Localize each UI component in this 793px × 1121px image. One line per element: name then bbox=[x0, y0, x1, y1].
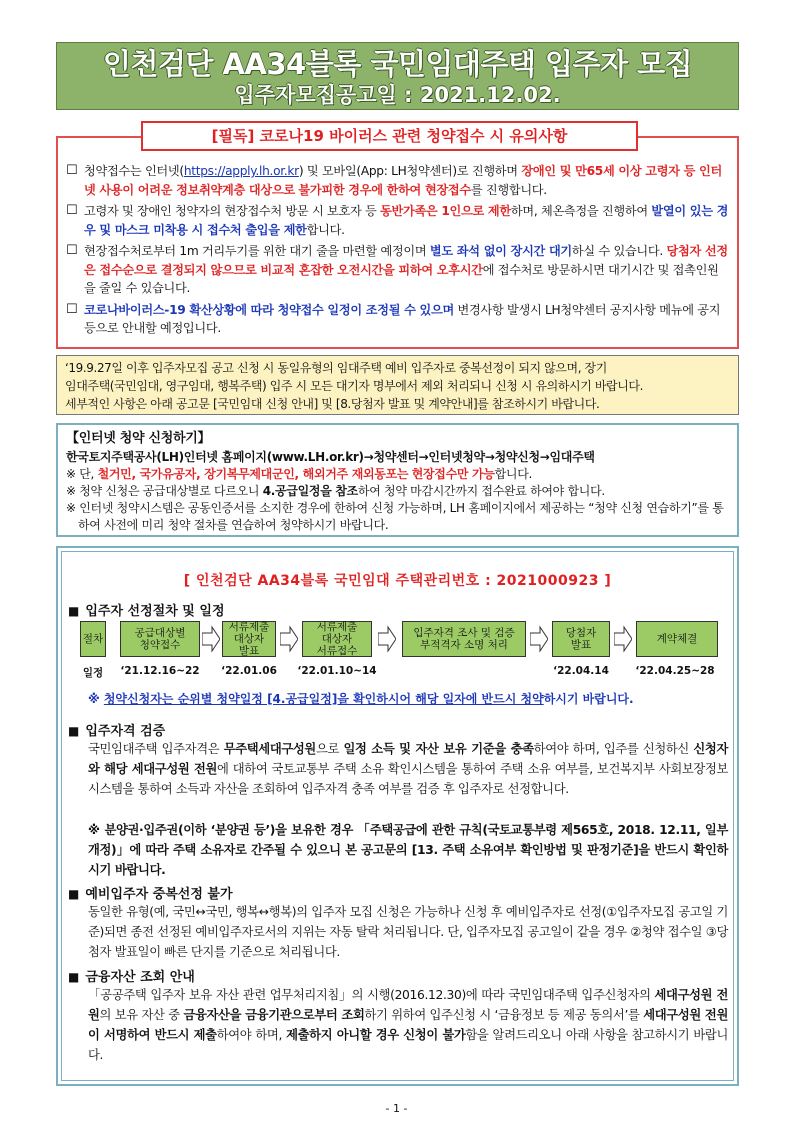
highlight-text: 장애인 및 만65세 이상 고령자 등 인터넷 사용이 어려운 정보취약계층 대상으로 bbox=[84, 164, 722, 197]
highlight-text: 불가피한 경우에 한하여 현장접수 bbox=[298, 182, 471, 197]
notice-line-2: 임대주택(국민임대, 영구임대, 행복주택) 입주 시 모든 대기자 명부에서 제외 처리되니 신청 시 유의하시기 바랍니다. bbox=[65, 379, 644, 393]
highlight-text: 철거민, 국가유공자, 장기복무제대군인, 해외거주 재외동포는 bbox=[97, 467, 409, 481]
flow-step-label bbox=[80, 621, 106, 657]
text: ) 및 모바일(App: LH청약센터)로 진행하며 bbox=[298, 164, 522, 178]
highlight-text: 동반가족은 1인으로 제한 bbox=[380, 204, 511, 218]
text: 「공공주택 입주자 보유 자산 관련 업무처리지침」의 시행(2016.12.30)에 따라 국민임대주택 입주신청자의 bbox=[88, 988, 655, 1002]
text: 함을 알려드리오니 아래 사항을 참고하시기 바랍니다. bbox=[88, 1028, 728, 1062]
bold-text: 세대구성원 전원 bbox=[88, 988, 728, 1022]
covid-notice-title: [필독] 코로나19 바이러스 관련 청약접수 시 유의사항 bbox=[141, 121, 638, 151]
bold-text: 금융자산을 금융기관으로부터 조회 bbox=[183, 1008, 365, 1022]
flow-step-2 bbox=[222, 621, 276, 657]
text: 를 진행합니다. bbox=[470, 182, 547, 197]
text: 의 보유 자산 중 bbox=[99, 1008, 184, 1022]
notice-line-1: ‘19.9.27일 이후 입주자모집 공고 신청 시 동일유형의 임대주택 예비 입주자로 중복선정이 되지 않으며, 장기 bbox=[65, 361, 607, 375]
text: 합니다. bbox=[306, 222, 345, 237]
flow-step-5 bbox=[552, 621, 610, 657]
text: 부적격자 소명 처리 bbox=[420, 639, 508, 651]
text: 하기 위하여 입주신청 시 ‘금융정보 등 제공 동의서’를 bbox=[364, 1008, 644, 1022]
highlight-text: 당첨자 선정은 접수순으로 결정되지 않으므로 비교적 혼잡한 오전시간을 피하여 오후시간 bbox=[84, 244, 728, 277]
text: ※ bbox=[88, 692, 104, 706]
section-heading-eligibility bbox=[68, 720, 165, 739]
checkbox-icon: ☐ bbox=[66, 203, 78, 218]
page-number: - 1 - bbox=[385, 1102, 408, 1115]
text: 서류제출 bbox=[316, 621, 358, 633]
apply-link[interactable]: https://apply.lh.or.kr bbox=[183, 164, 299, 178]
presale-rights-note: ※ 분양권·입주권(이하 ‘분양권 등’)을 보유한 경우 「주택공급에 관한 규칙(국토교통부령 제565호, 2018. 12.11, 일부개정)」에 따라 주택 소유자로 간주될 수 있으니 본 공고문의 [13. 주택 소유여부 확인방법 및 판정기준]을 반드시 확인하시기 바랍니다. bbox=[88, 823, 728, 877]
text: 청약접수는 인터넷( bbox=[84, 164, 184, 178]
page-title: 인천검단 AA34블록 국민임대주택 입주자 모집 bbox=[102, 47, 693, 81]
flow-date-6: ‘22.04.25~28 bbox=[635, 665, 715, 677]
main-section-box bbox=[56, 546, 739, 1086]
bold-text: 4.공급일정을 참조 bbox=[262, 484, 358, 498]
text: 대상자 bbox=[233, 633, 265, 645]
checkbox-icon: ☐ bbox=[66, 243, 78, 258]
covid-notice-box bbox=[56, 136, 739, 349]
section-label: 금융자산 조회 안내 bbox=[85, 970, 195, 985]
text: 공급대상별 bbox=[134, 627, 186, 639]
text: 에 대하여 국토교통부 주택 소유 확인시스템을 통하여 주택 소유 여부를, 보건복지부 사회보장정보시스템을 통하여 소득과 자산을 조회하여 입주자격 충족 여부를 검증 후 입주자로 선정합니다. bbox=[88, 762, 728, 796]
flow-date-1: ‘21.12.16~22 bbox=[120, 665, 200, 677]
square-bullet-icon: ■ bbox=[68, 970, 80, 984]
text: 국민임대주택 입주자격은 bbox=[88, 742, 224, 756]
text: 대상자 bbox=[321, 633, 353, 645]
flow-step-3 bbox=[302, 621, 372, 657]
flow-step-6 bbox=[636, 621, 718, 657]
section-label: 입주자 선정절차 및 일정 bbox=[85, 604, 225, 619]
flow-date-2: ‘22.01.06 bbox=[221, 665, 277, 677]
text: 으로 bbox=[315, 742, 344, 756]
arrow-right-icon bbox=[530, 621, 548, 657]
title-banner bbox=[56, 42, 739, 110]
duplicate-selection-notice bbox=[56, 355, 739, 415]
flow-date-5: ‘22.04.14 bbox=[553, 665, 609, 677]
arrow-right-icon bbox=[378, 621, 396, 657]
highlight-text: 현장접수만 가능 bbox=[411, 467, 495, 481]
internet-heading: 【인터넷 청약 신청하기】 bbox=[66, 431, 211, 446]
internet-note-2 bbox=[66, 483, 729, 500]
flow-date-label: 일정 bbox=[82, 667, 104, 679]
highlight-text: 발열이 있는 경우 및 마스크 미착용 시 접수처 출입을 제한 bbox=[84, 204, 729, 237]
text: 서류제출 bbox=[228, 621, 270, 633]
text: 절차 bbox=[82, 633, 104, 645]
checkbox-icon: ☐ bbox=[66, 163, 78, 178]
schedule-note bbox=[88, 690, 634, 707]
covid-item-3 bbox=[66, 242, 729, 298]
text: 하시기 바랍니다. bbox=[543, 692, 634, 706]
text: 입주자격 조사 및 검증 bbox=[413, 627, 515, 639]
bold-text: 무주택세대구성원 bbox=[223, 742, 316, 756]
complex-title: [ 인천검단 AA34블록 국민임대 주택관리번호 : 2021000923 ] bbox=[183, 573, 612, 589]
section-heading-financial bbox=[68, 966, 195, 985]
arrow-right-icon bbox=[280, 621, 298, 657]
flow-date-3: ‘22.01.10~14 bbox=[297, 665, 377, 677]
underlined-text: 청약신청자는 순위별 청약일정 [4.공급일정]을 확인하시어 해당 일자에 반드시 청약 bbox=[103, 692, 544, 706]
highlight-text: 코로나바이러스-19 확산상황에 따라 청약접수 일정이 조정될 수 있으며 bbox=[84, 302, 454, 317]
section-heading-duplicate bbox=[68, 883, 233, 902]
arrow-right-icon bbox=[614, 621, 632, 657]
text: 서류접수 bbox=[316, 645, 358, 657]
arrow-right-icon bbox=[202, 621, 220, 657]
flow-step-4 bbox=[402, 621, 526, 657]
text: 하실 수 있습니다. bbox=[571, 244, 667, 258]
text: 발표 bbox=[238, 645, 260, 657]
text: 현장접수처로부터 1m 거리두기를 위한 대기 줄을 마련할 예정이며 bbox=[84, 244, 430, 258]
square-bullet-icon: ■ bbox=[68, 887, 80, 901]
covid-item-1 bbox=[66, 162, 729, 199]
square-bullet-icon: ■ bbox=[68, 604, 80, 618]
covid-item-4 bbox=[66, 301, 729, 338]
schedule-flow bbox=[80, 621, 720, 687]
text: 하여야 하며, bbox=[216, 1028, 287, 1042]
text: ※ 단, bbox=[66, 467, 98, 481]
text: 고령자 및 장애인 청약자의 현장접수처 방문 시 보호자 등 bbox=[84, 204, 381, 218]
checkbox-icon: ☐ bbox=[66, 301, 78, 317]
section-label: 예비입주자 중복선정 불가 bbox=[85, 887, 233, 902]
highlight-text: 별도 좌석 없이 장시간 대기 bbox=[429, 244, 572, 258]
text: 당첨자 bbox=[565, 627, 597, 639]
text: 변경사항 발생시 LH청약센터 공지사항 메뉴에 공지 등으로 안내할 예정입니다. bbox=[84, 302, 721, 335]
notice-line-3: 세부적인 사항은 아래 공고문 [국민임대 신청 안내] 및 [8.당첨자 발표 및 계약안내]를 참조하시기 바랍니다. bbox=[65, 397, 600, 411]
bold-text: 일정 소득 및 자산 보유 기준을 충족 bbox=[343, 742, 534, 756]
text: 하여 청약 마감시간까지 접수완료 하여야 합니다. bbox=[357, 484, 605, 498]
section-label: 입주자격 검증 bbox=[85, 724, 166, 739]
text: 발표 bbox=[570, 639, 592, 651]
internet-note-1 bbox=[66, 466, 729, 483]
internet-application-box bbox=[56, 423, 739, 537]
bold-text: 세대구성원 전원이 서명하여 반드시 제출 bbox=[88, 1008, 728, 1042]
duplicate-paragraph: 동일한 유형(예, 국민↔국민, 행복↔행복)의 입주자 모집 신청은 가능하나 신청 후 예비입주자로 선정(①입주자모집 공고일 기준)되면 종전 선정된 예비입주자로서의 지위는 자동 탈락 처리됩니다. 단, 입주자모집 공고일이 같을 경우 ②청약 접수일 ③당첨자 발표일이 빠른 단지를 기준으로 처리됩니다. bbox=[88, 905, 728, 959]
text: 합니다. bbox=[494, 467, 533, 481]
internet-path: 한국토지주택공사(LH)인터넷 홈페이지(www.LH.or.kr)→청약센터→인터넷청약→청약신청→임대주택 bbox=[66, 450, 595, 464]
text: 에 접수처로 방문하시면 대기시간 및 접촉인원을 줄일 수 있습니다. bbox=[84, 262, 719, 295]
bold-text: 제출하지 아니할 경우 신청이 불가 bbox=[286, 1028, 466, 1042]
eligibility-paragraph bbox=[88, 739, 728, 799]
square-bullet-icon: ■ bbox=[68, 724, 80, 738]
text: 하여야 하며, 입주를 신청하신 bbox=[533, 742, 694, 756]
announcement-date: 입주자모집공고일 : 2021.12.02. bbox=[234, 83, 561, 107]
text: 하며, 체온측정을 진행하여 bbox=[510, 204, 652, 218]
flow-step-1 bbox=[120, 621, 200, 657]
section-heading-schedule bbox=[68, 600, 225, 619]
text: ※ 청약 신청은 공급대상별로 다르오니 bbox=[66, 484, 263, 498]
bold-text: 신청자와 해당 세대구성원 전원 bbox=[88, 742, 728, 776]
text: 청약접수 bbox=[139, 639, 181, 651]
internet-note-3: ※ 인터넷 청약시스템은 공동인증서를 소지한 경우에 한하여 신청 가능하며, LH 홈페이지에서 제공하는 “청약 신청 연습하기”를 통하여 사전에 미리 청약 절차를 연습하여 청약하시기 바랍니다. bbox=[66, 501, 724, 532]
text: 계약체결 bbox=[656, 633, 698, 645]
financial-paragraph bbox=[88, 985, 728, 1065]
covid-item-2 bbox=[66, 202, 729, 239]
